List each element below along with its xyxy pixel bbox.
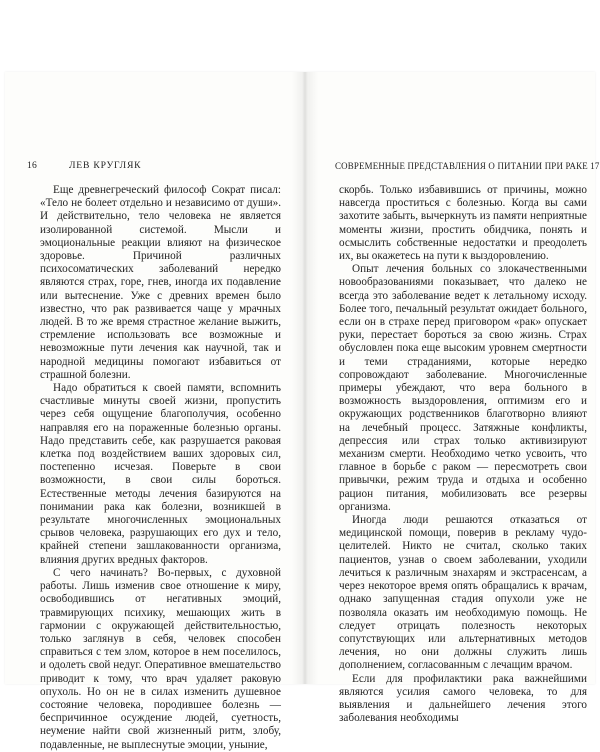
running-head [335,160,600,172]
paragraph: Опыт лечения больных со злокачественными новообразованиями показывает, что далеко не всегда это заболевание ведет к летальному исходу. Более того, печальный результат ожидает больного, если он в страхе перед приговором «рак» опускает руки, перестает бороться за свою жизнь. Страх обусловлен пока еще высоким уровнем смертности и теми страданиями, которые нередко сопровождают заболевание. Многочисленные примеры убеждают, что вера больного в возможность выздоровления, оптимизм его и окружающих родственников благотворно влияют на лечебный процесс. Затяжные конфликты, депрессия или страх только активизируют механизм смерти. Необходимо четко усвоить, что главное в борьбе с раком — пересмотреть свои привычки, режим труда и отдыха и особенно рацион питания, мобилизовать все резервы организма. [339,263,587,513]
right-page [307,72,600,725]
paragraph: С чего начинать? Во-первых, с духовной работы. Лишь изменив свое отношение к миру, освободившись от негативных эмоций, травмирующих психику, мешающих жить в гармонии с окружающей действительностью, только заглянув в себя, человек способен справиться с тем злом, которое в нем поселилось, и одолеть свой недуг. Оперативное вмешательство приводит к тому, что врач удаляет раковую опухоль. Но он не в силах изменить душевное состояние человека, породившее болезнь — беспричинное осуждение людей, суетность, неумение найти свой жизненный ритм, злобу, подавленные, не выплеснутые эмоции, уныние, [40,566,281,751]
paragraph: скорбь. Только избавившись от причины, можно навсегда проститься с болезнью. Когда вы сами захотите забыть, вычеркнуть из памяти неприятные моменты жизни, простить обидчика, понять и осмыслить собственные недостатки и преодолеть их, вы окажетесь на пути к выздоровлению. [339,184,587,263]
book-spread [5,72,600,751]
left-page [5,72,303,751]
running-head: ЛЕВ КРУГЛЯК [69,160,142,171]
right-page-text [339,184,587,725]
paragraph: Иногда люди решаются отказаться от медицинской помощи, поверив в рекламу чудо-целителей. Никто не считал, сколько таких пациентов, узнав о своем заболевании, уходили лечиться к различным знахарям и экстрасенсам, а через некоторое время опять обращались к врачам, однако запущенная стадия опухоли уже не позволяла оказать им необходимую помощь. Не следует отрицать полезность некоторых сопутствующих или альтернативных методов лечения, но они должны служить лишь дополнением, согласованным с лечащим врачом. [339,514,587,672]
paragraph: Если для профилактики рака важнейшими являются усилия самого человека, то для выявления и дальнейшего лечения этого заболевания необходимы [339,672,587,725]
page-number: 17 [590,161,600,171]
page-number: 16 [27,160,37,171]
paragraph: Еще древнегреческий философ Сократ писал: «Тело не болеет отдельно и независимо от души». И действительно, тело человека не является изолированной системой. Мысли и эмоциональные реакции влияют на физическое здоровье. Причиной различных психосоматических заболеваний нередко являются страх, горе, гнев, иногда их подавление или вытеснение. Уже с древних времен было известно, что рак развивается чаще у мрачных людей. В то же время страстное желание выжить, стремление использовать все возможные и невозможные пути лечения как научной, так и народной медицины помогают избавиться от страшной болезни. [40,184,281,381]
paragraph: Надо обратиться к своей памяти, вспомнить счастливые минуты своей жизни, пропустить через себя ощущение благополучия, особенно направляя его на пораженные болезнью органы. Надо представить себе, как разрушается раковая клетка под воздействием ваших здоровых сил, постепенно исчезая. Поверьте в свои возможности, в свои силы бороться. Естественные методы лечения базируются на понимании рака как болезни, возникшей в результате многочисленных эмоциональных срывов человека, разрушающих его дух и тело, крайней степени зашлакованности организма, влияния других вредных факторов. [40,382,281,566]
running-head-title: СОВРЕМЕННЫЕ ПРЕДСТАВЛЕНИЯ О ПИТАНИИ ПРИ РАКЕ [335,161,588,171]
left-page-text [40,184,281,752]
